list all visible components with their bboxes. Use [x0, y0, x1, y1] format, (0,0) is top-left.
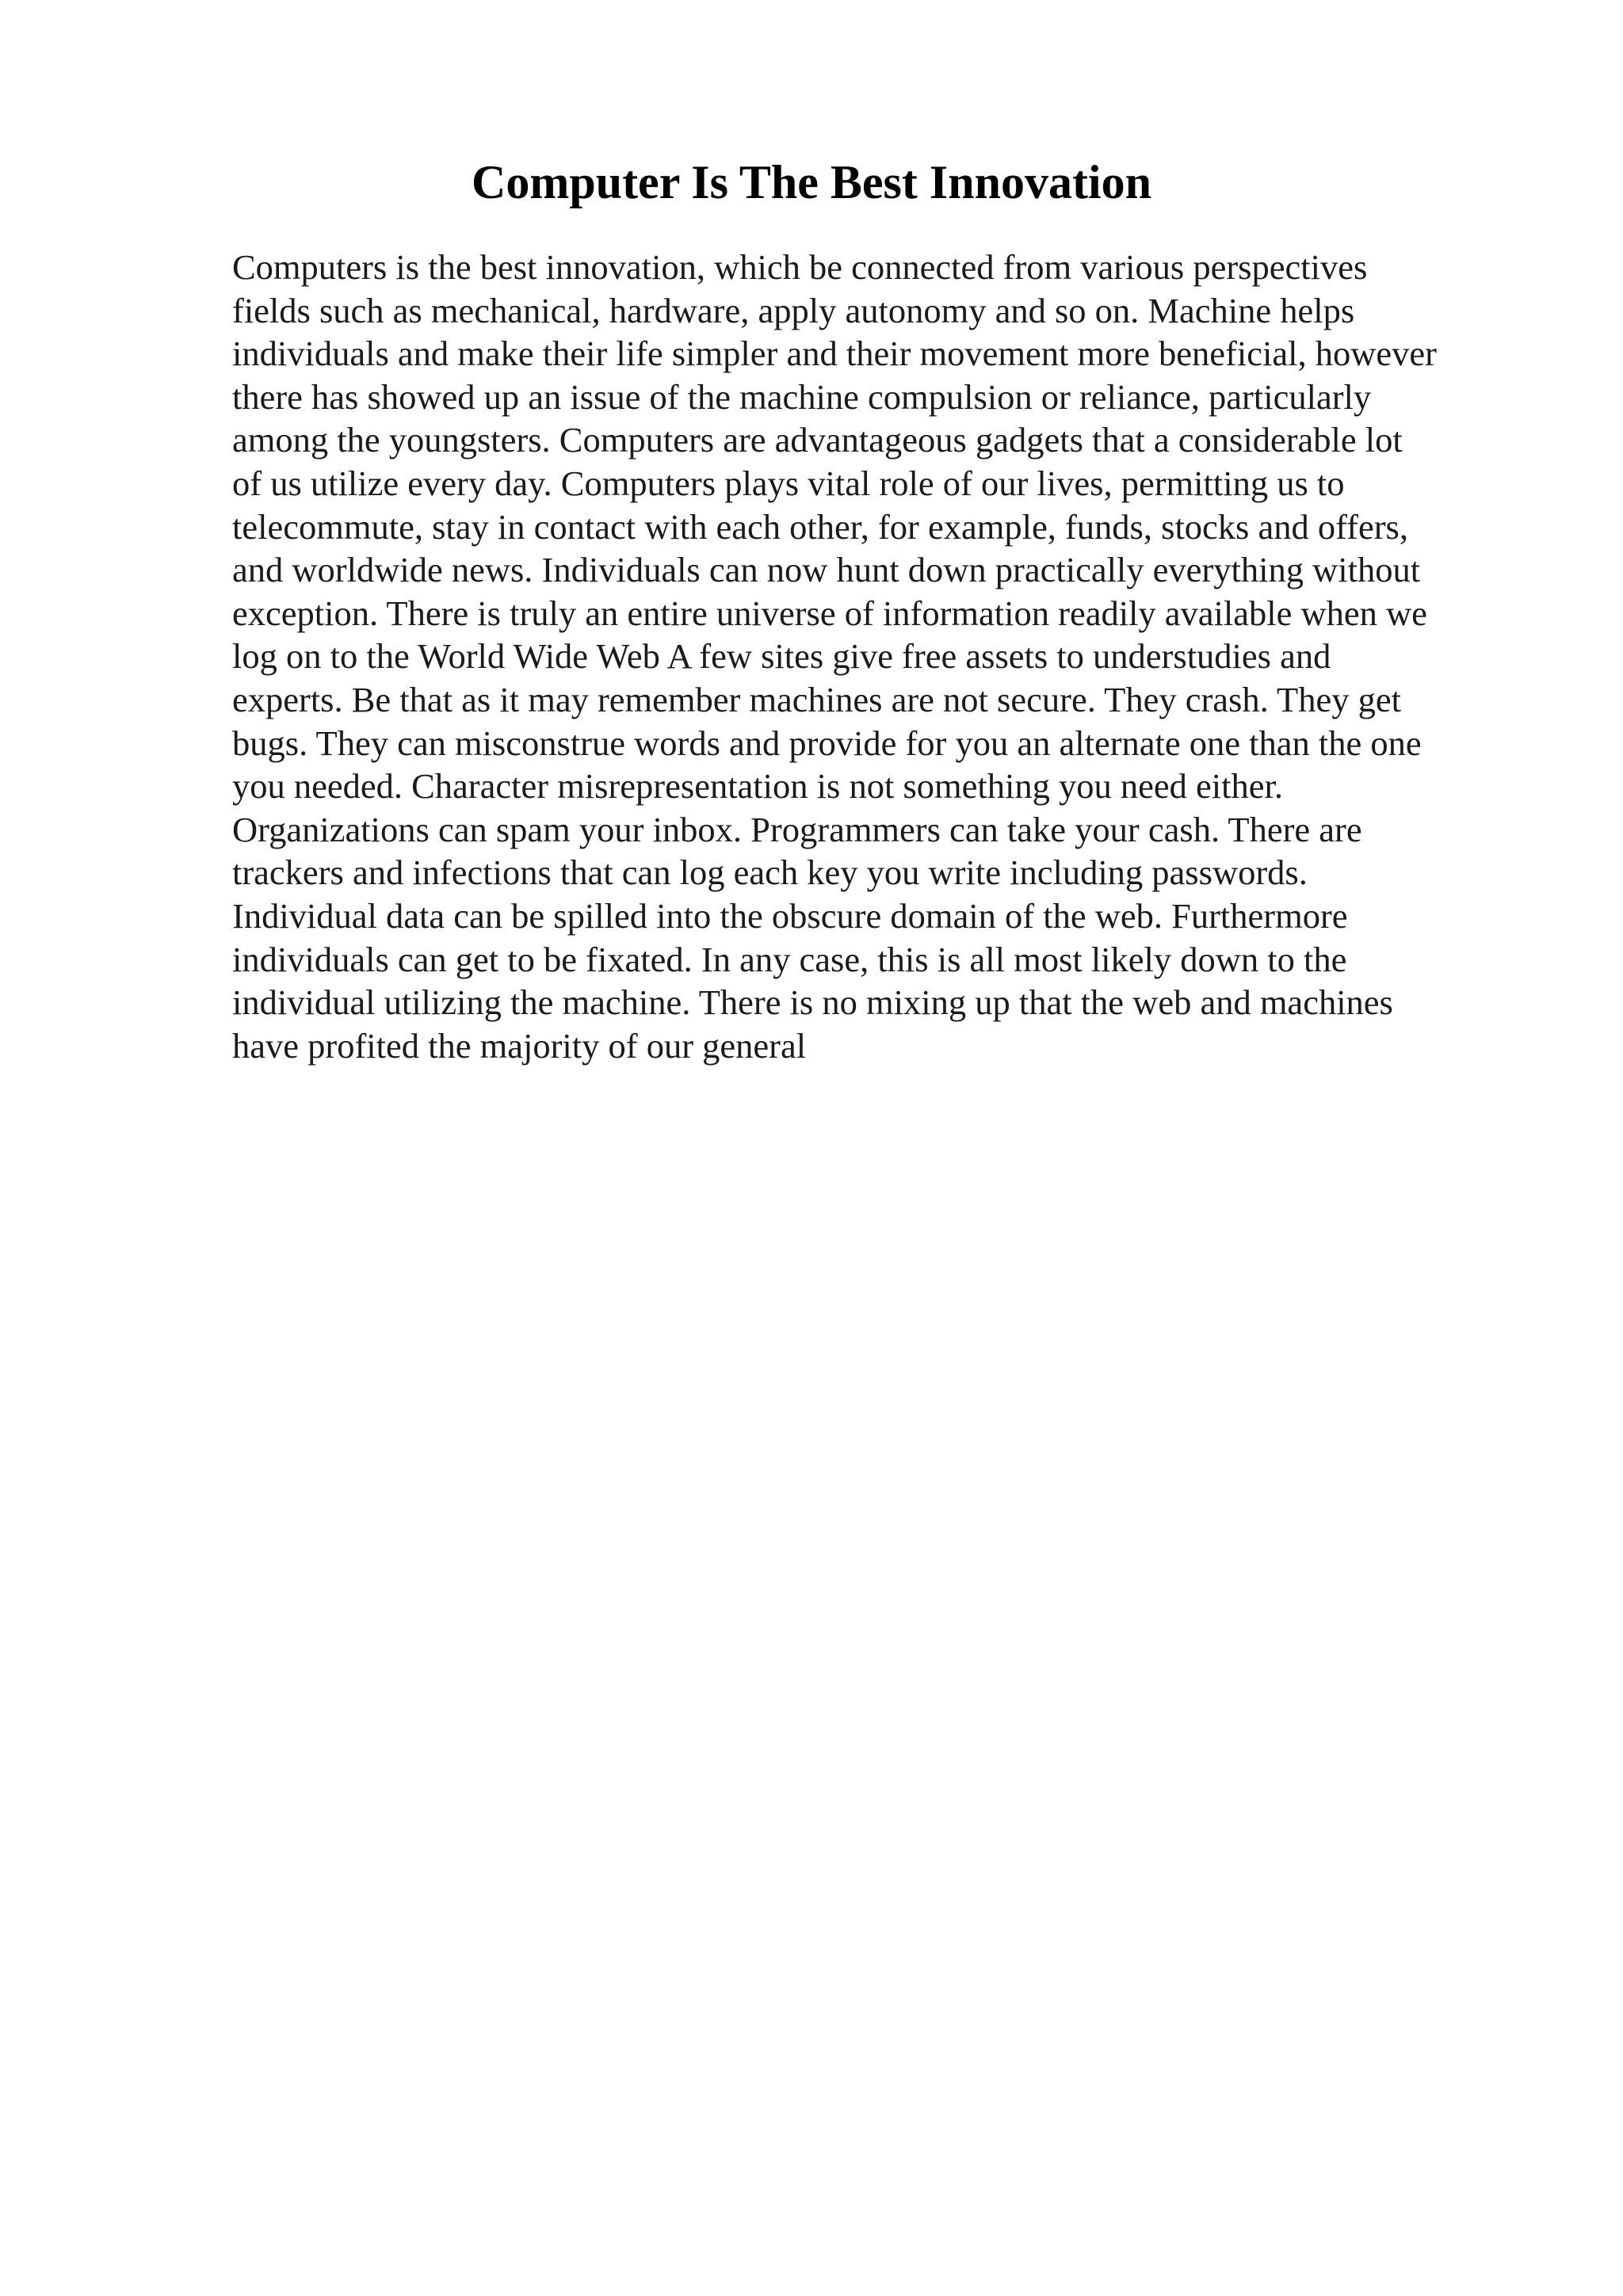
body-line: exception. There is truly an entire universe of information readily available when we — [232, 593, 1427, 633]
body-line: Organizations can spam your inbox. Programmers can take your cash. There are — [232, 809, 1362, 849]
body-line: log on to the World Wide Web A few sites give free assets to understudies and — [232, 636, 1331, 677]
body-line: experts. Be that as it may remember machines are not secure. They crash. They get — [232, 679, 1401, 719]
body-line: Individual data can be spilled into the obscure domain of the web. Furthermore — [232, 895, 1348, 936]
body-line: individuals can get to be fixated. In any case, this is all most likely down to the — [232, 939, 1347, 979]
body-line: there has showed up an issue of the machine compulsion or reliance, particularly — [232, 376, 1372, 417]
body-line: individual utilizing the machine. There is no mixing up that the web and machines — [232, 982, 1393, 1023]
body-line: and worldwide news. Individuals can now hunt down practically everything without — [232, 550, 1421, 590]
body-line: you needed. Character misrepresentation is not something you need either. — [232, 766, 1283, 807]
body-line: telecommute, stay in contact with each other, for example, funds, stocks and offers, — [232, 506, 1408, 547]
body-line: individuals and make their life simpler and their movement more beneficial, however — [232, 334, 1437, 374]
body-line: among the youngsters. Computers are advantageous gadgets that a considerable lot — [232, 420, 1403, 460]
document-title: Computer Is The Best Innovation — [472, 156, 1151, 208]
document-body — [232, 246, 1532, 1067]
body-line: fields such as mechanical, hardware, apply autonomy and so on. Machine helps — [232, 290, 1355, 330]
body-line: have profited the majority of our general — [232, 1025, 807, 1066]
body-line: bugs. They can misconstrue words and provide for you an alternate one than the one — [232, 723, 1422, 763]
body-line: trackers and infections that can log each key you write including passwords. — [232, 852, 1308, 893]
body-line: Computers is the best innovation, which be connected from various perspectives — [232, 247, 1368, 287]
body-line: of us utilize every day. Computers plays vital role of our lives, permitting us to — [232, 463, 1345, 503]
